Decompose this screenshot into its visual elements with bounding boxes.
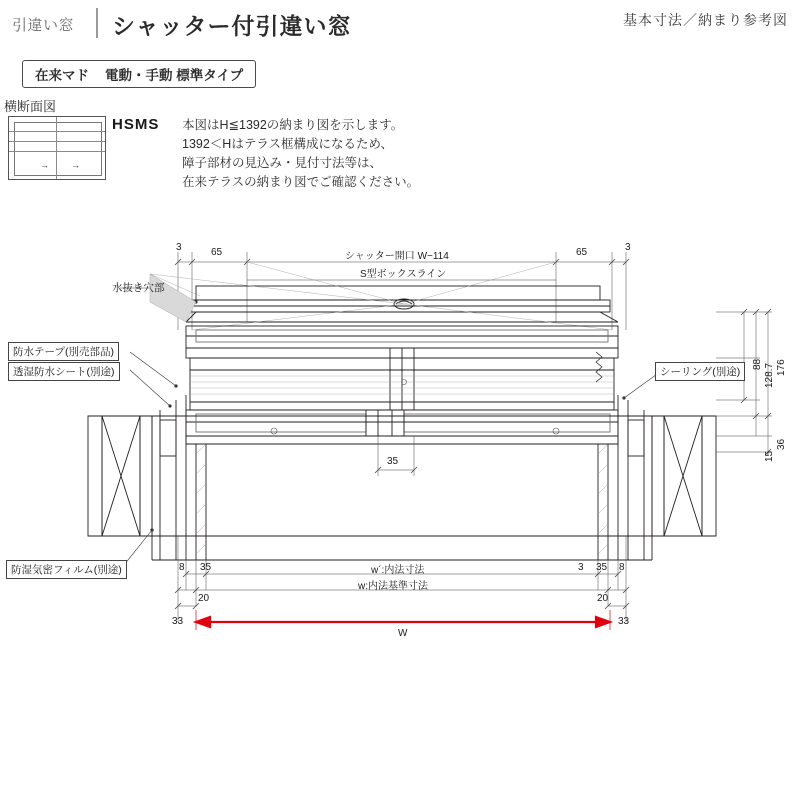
subtitle-box [22, 60, 256, 88]
dim-bottom-right-35: 35 [596, 562, 608, 573]
dim-bottom-left-35: 35 [200, 562, 212, 573]
dim-bottom-right-20: 20 [597, 593, 609, 604]
dim-right-36: 36 [776, 438, 787, 450]
dim-top-left-65: 65 [211, 247, 223, 258]
callout-moisture-film: 防湿気密フィルム(別途) [6, 560, 127, 579]
label-shutter-opening: シャッター開口 W−114 [345, 251, 449, 262]
dim-top-right-3: 3 [625, 242, 631, 253]
dim-bottom-left-8: 8 [179, 562, 185, 573]
callout-waterproof-tape: 防水テープ(別売部品) [8, 342, 119, 361]
note-line-2: 1392＜Hはテラス框構成になるため、 [182, 137, 393, 151]
callout-permeable-sheet: 透湿防水シート(別途) [8, 362, 120, 381]
window-thumbnail-icon: → → [8, 116, 106, 180]
label-inner-dim: w´:内法寸法 [371, 565, 425, 576]
dim-right-15: 15 [764, 450, 775, 462]
dim-top-left-3: 3 [176, 242, 182, 253]
dim-right-88: 88 [752, 358, 763, 370]
dim-top-right-65: 65 [576, 247, 588, 258]
section-code: HSMS [112, 116, 160, 133]
dim-bottom-right-8: 8 [619, 562, 625, 573]
label-inner-std-dim: w:内法基準寸法 [358, 581, 428, 592]
header-divider [96, 8, 98, 38]
subtitle-tag-2: 電動・手動 標準タイプ [105, 68, 244, 83]
page-title: シャッター付引違い窓 [112, 13, 352, 39]
dim-bottom-right-33: 33 [618, 616, 630, 627]
dim-right-176: 176 [776, 359, 787, 376]
note-line-4: 在来テラスの納まり図でご確認ください。 [182, 175, 420, 189]
section-label: 横断面図 [4, 99, 57, 114]
label-s-box-line: S型ボックスライン [360, 269, 447, 280]
header-category: 引違い窓 [12, 17, 75, 34]
dim-bottom-right-3: 3 [578, 562, 584, 573]
dim-bottom-left-20: 20 [198, 593, 210, 604]
note-line-3: 障子部材の見込み・見付寸法等は、 [182, 156, 383, 170]
note-block [182, 116, 419, 192]
header-right-note: 基本寸法／納まり参考図 [623, 12, 788, 28]
dim-overall-w: W [398, 628, 408, 639]
callout-drain-hole: 水抜き穴部 [112, 282, 165, 294]
callout-sealing: シーリング(別途) [655, 362, 745, 381]
subtitle-tag-1: 在来マド [35, 68, 89, 83]
cross-section-drawing [0, 230, 800, 650]
page-header [0, 0, 800, 48]
note-line-1: 本図はH≦1392の納まり図を示します。 [182, 118, 404, 132]
dim-bottom-left-33: 33 [172, 616, 184, 627]
dim-right-128-7: 128.7 [764, 362, 775, 388]
dim-mid-35: 35 [387, 456, 399, 467]
